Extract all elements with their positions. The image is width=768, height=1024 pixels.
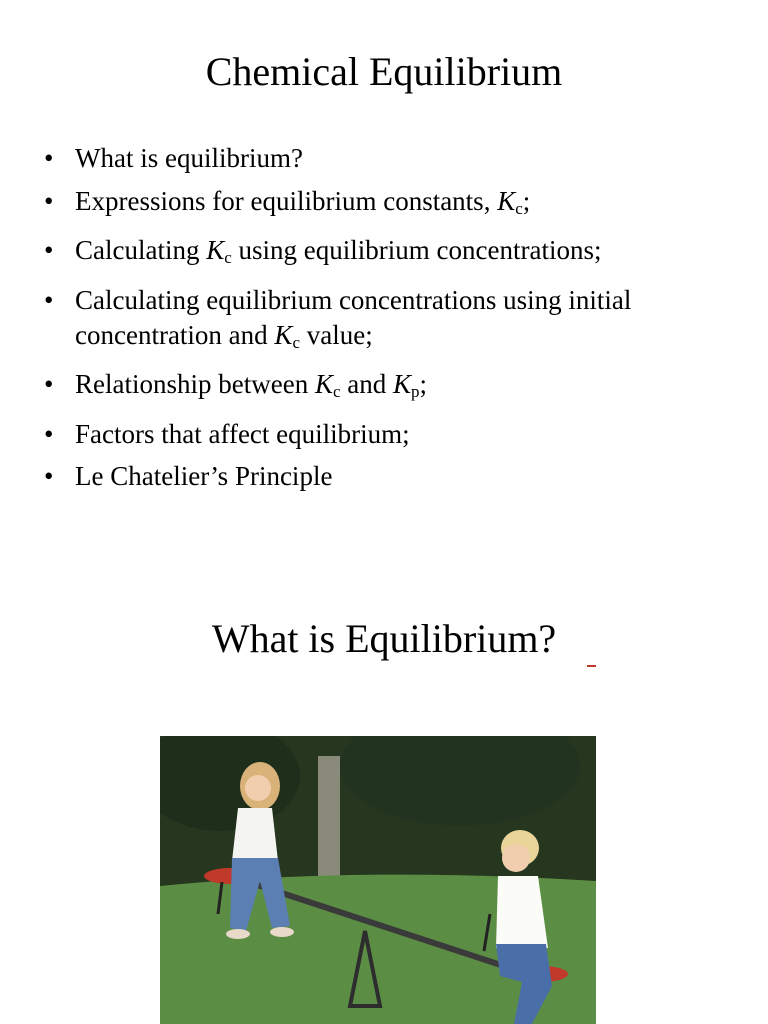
kc-symbol: K	[274, 319, 293, 350]
bullet-marker: •	[44, 235, 54, 265]
list-item	[0, 141, 768, 176]
bullet-text: Calculating equilibrium concentrations using initial concentration and	[75, 284, 632, 350]
list-item	[0, 233, 768, 275]
kc-symbol: K	[497, 185, 516, 216]
bullet-marker: •	[44, 461, 54, 491]
list-item	[0, 367, 768, 409]
bullet-marker: •	[44, 143, 54, 173]
list-item	[0, 184, 768, 226]
bullet-text-mid: and	[340, 369, 393, 399]
kc-subscript: c	[224, 248, 232, 267]
list-item	[0, 283, 768, 360]
bullet-text: Relationship between	[75, 369, 315, 399]
bullet-text: Expressions for equilibrium constants,	[75, 185, 498, 216]
girl-shoe	[226, 929, 250, 939]
bullet-list	[0, 141, 768, 502]
bullet-marker: •	[44, 369, 54, 399]
girl-shoe	[270, 927, 294, 937]
bullet-marker: •	[44, 418, 54, 449]
girl-shirt	[232, 808, 278, 861]
bullet-text: Le Chatelier’s Principle	[75, 461, 333, 491]
red-tick-mark	[587, 665, 596, 667]
bullet-marker: •	[44, 185, 54, 216]
kc-symbol: K	[206, 235, 225, 265]
kc-subscript: c	[332, 382, 341, 401]
tree-trunk	[318, 756, 340, 876]
list-item	[0, 417, 768, 452]
bullet-text: What is equilibrium?	[75, 143, 303, 173]
bullet-text-end: value;	[299, 319, 373, 350]
bullet-text-end: ;	[419, 369, 428, 399]
kp-subscript: p	[411, 382, 420, 401]
seesaw-illustration	[160, 736, 596, 1024]
slide-title: What is Equilibrium?	[211, 616, 557, 661]
boy-face	[502, 844, 530, 872]
bullet-marker: •	[44, 284, 54, 315]
slide-title: Chemical Equilibrium	[205, 49, 563, 94]
bullet-text: Factors that affect equilibrium;	[75, 418, 410, 449]
bullet-text-end: using equilibrium concentrations;	[231, 235, 602, 265]
list-item	[0, 459, 768, 494]
girl-face	[245, 775, 271, 801]
kc-subscript: c	[292, 332, 300, 352]
seesaw-photo	[160, 736, 596, 1024]
slide-what-is-equilibrium	[0, 560, 768, 1024]
kc-symbol: K	[314, 369, 333, 399]
bullet-text-end: ;	[522, 185, 531, 216]
kc-subscript: c	[515, 198, 523, 218]
bullet-text: Calculating	[75, 235, 207, 265]
kp-symbol: K	[393, 369, 412, 399]
